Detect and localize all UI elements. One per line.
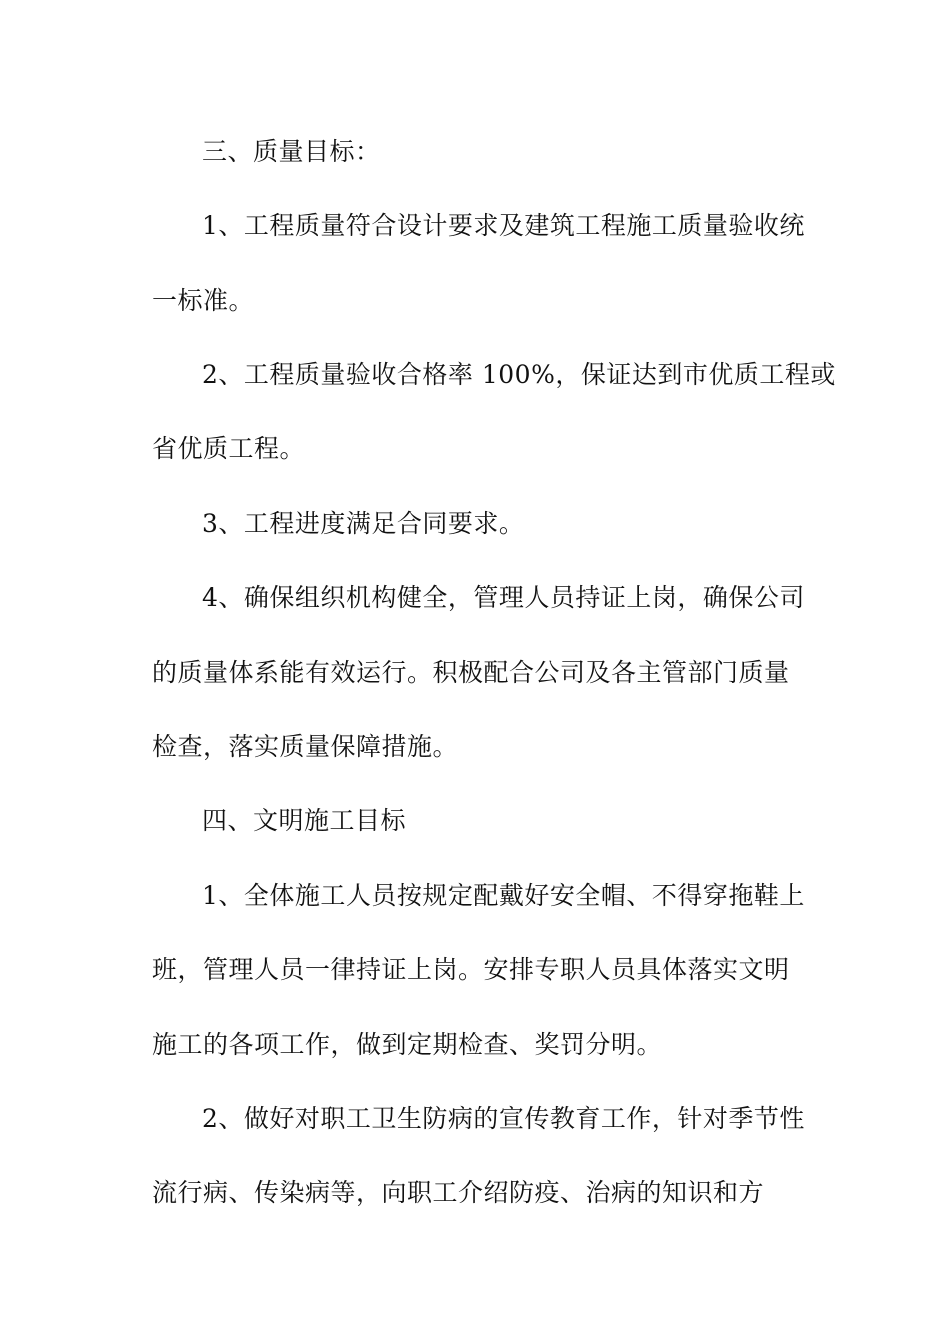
paragraph-line: 3、工程进度满足合同要求。	[202, 509, 525, 538]
paragraph-line: 施工的各项工作，做到定期检查、奖罚分明。	[152, 1030, 663, 1059]
paragraph-line: 流行病、传染病等，向职工介绍防疫、治病的知识和方	[152, 1178, 765, 1207]
paragraph-line: 的质量体系能有效运行。积极配合公司及各主管部门质量	[152, 658, 790, 687]
paragraph-line: 4、确保组织机构健全，管理人员持证上岗，确保公司	[202, 583, 805, 612]
paragraph-line: 一标准。	[152, 286, 255, 315]
paragraph-line: 1、工程质量符合设计要求及建筑工程施工质量验收统	[202, 211, 805, 240]
section-heading-quality-goals: 三、质量目标：	[202, 137, 381, 166]
paragraph-line: 班，管理人员一律持证上岗。安排专职人员具体落实文明	[152, 955, 790, 984]
section-heading-civilized-construction: 四、文明施工目标	[202, 806, 407, 835]
paragraph-line: 省优质工程。	[152, 434, 306, 463]
paragraph-line: 2、工程质量验收合格率 100%，保证达到市优质工程或	[202, 360, 836, 389]
paragraph-line: 2、做好对职工卫生防病的宣传教育工作，针对季节性	[202, 1104, 805, 1133]
paragraph-line: 1、全体施工人员按规定配戴好安全帽、不得穿拖鞋上	[202, 881, 805, 910]
paragraph-line: 检查，落实质量保障措施。	[152, 732, 459, 761]
